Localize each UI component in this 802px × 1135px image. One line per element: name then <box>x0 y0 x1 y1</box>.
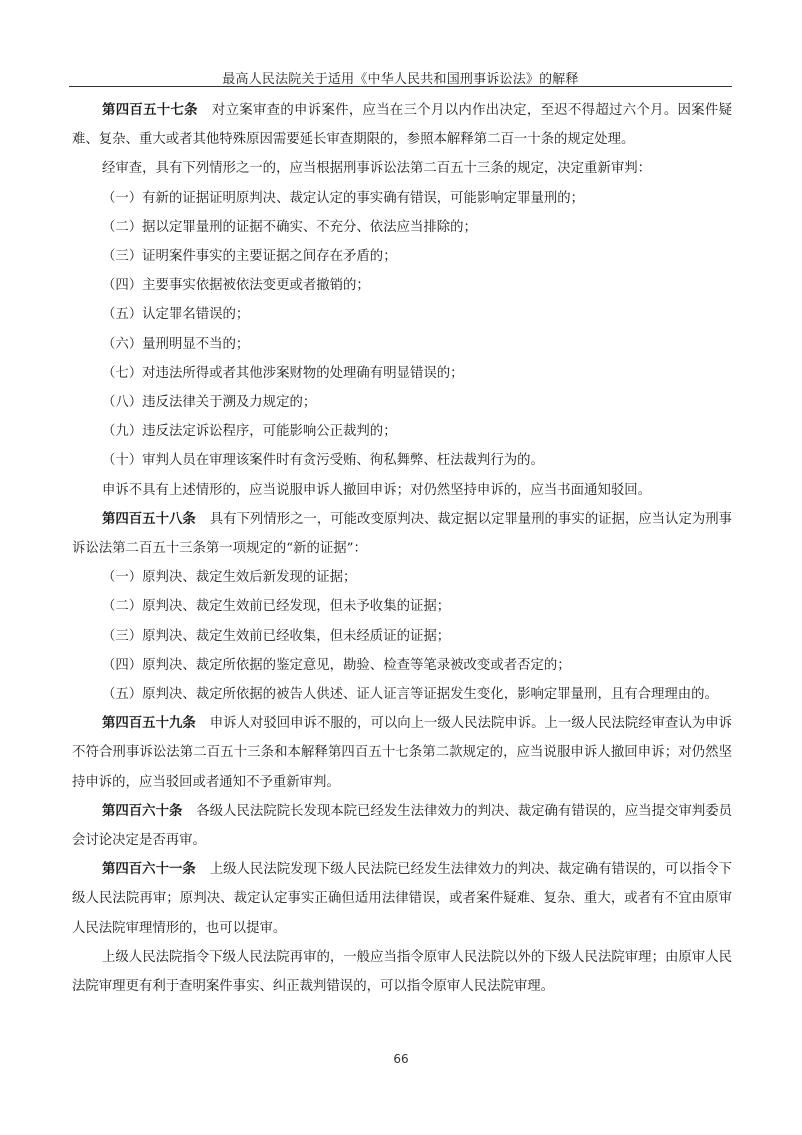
list-item <box>72 300 732 329</box>
header-divider <box>69 86 732 87</box>
article-number: 第四百六十条 <box>102 802 183 819</box>
paragraph-text: （七）对违法所得或者其他涉案财物的处理确有明显错误的； <box>102 365 464 381</box>
paragraph-text: （六）量刑明显不当的； <box>102 336 250 352</box>
paragraph-text: （八）违反法律关于溯及力规定的； <box>102 395 317 411</box>
paragraph-text: （三）证明案件事实的主要证据之间存在矛盾的； <box>102 249 397 265</box>
list-item <box>72 271 732 300</box>
paragraph <box>72 855 732 943</box>
paragraph-text: （十）审判人员在审理该案件时有贪污受贿、徇私舞弊、枉法裁判行为的。 <box>102 453 544 469</box>
paragraph-text: （四）主要事实依据被依法变更或者撤销的； <box>102 278 370 294</box>
list-item <box>72 651 732 680</box>
paragraph-text: （二）据以定罪量刑的证据不确实、不充分、依法应当排除的； <box>102 219 477 235</box>
paragraph <box>72 154 732 183</box>
list-item <box>72 359 732 388</box>
list-item <box>72 213 732 242</box>
paragraph <box>72 505 732 563</box>
paragraph-text: 对立案审查的申诉案件，应当在三个月以内作出决定，至迟不得超过六个月。因案件疑难、复杂、重大或者其他特殊原因需要延长审查期限的，参照本解释第二百一十条的规定处理。 <box>72 103 733 148</box>
paragraph-text: （一）有新的证据证明原判决、裁定认定的事实确有错误，可能影响定罪量刑的； <box>102 190 585 206</box>
article-number: 第四百六十一条 <box>102 861 196 878</box>
list-item <box>72 622 732 651</box>
list-item <box>72 563 732 592</box>
paragraph-text: 具有下列情形之一，可能改变原判决、裁定据以定罪量刑的事实的证据，应当认定为刑事诉讼法第二百五十三条第一项规定的“新的证据”： <box>72 511 733 557</box>
paragraph <box>72 709 732 797</box>
article-number: 第四百五十八条 <box>102 510 196 527</box>
list-item <box>72 242 732 271</box>
page-number: 66 <box>393 1052 409 1066</box>
paragraph <box>72 96 732 154</box>
list-item <box>72 184 732 213</box>
list-item <box>72 592 732 621</box>
list-item <box>72 330 732 359</box>
paragraph <box>72 943 732 1001</box>
paragraph <box>72 476 732 505</box>
paragraph-text: 申诉人对驳回申诉不服的，可以向上一级人民法院申诉。上一级人民法院经审查认为申诉不符合刑事诉讼法第二百五十三条和本解释第四百五十七条第二款规定的，应当说服申诉人撤回申诉；对仍然坚持申诉的，应当驳回或者通知不予重新审判。 <box>72 716 733 790</box>
paragraph-text: 上级人民法院指令下级人民法院再审的，一般应当指令原审人民法院以外的下级人民法院审理；由原审人民法院审理更有利于查明案件事实、纠正裁判错误的，可以指令原审人民法院审理。 <box>72 949 732 995</box>
paragraph-text: （二）原判决、裁定生效前已经发现，但未予收集的证据； <box>102 599 451 615</box>
paragraph-text: 各级人民法院院长发现本院已经发生法律效力的判决、裁定确有错误的，应当提交审判委员会讨论决定是否再审。 <box>72 803 733 849</box>
paragraph-text: （三）原判决、裁定生效前已经收集，但未经质证的证据； <box>102 628 451 644</box>
paragraph-text: 申诉不具有上述情形的，应当说服申诉人撤回申诉；对仍然坚持申诉的，应当书面通知驳回。 <box>102 482 652 498</box>
list-item <box>72 446 732 475</box>
list-item <box>72 417 732 446</box>
article-number: 第四百五十九条 <box>102 715 196 732</box>
paragraph-text: 上级人民法院发现下级人民法院已经发生法律效力的判决、裁定确有错误的，可以指令下级人民法院再审；原判决、裁定认定事实正确但适用法律错误，或者案件疑难、复杂、重大，或者有不宜由原审人民法院审理情形的，也可以提审。 <box>72 862 733 936</box>
paragraph-text: （五）原判决、裁定所依据的被告人供述、证人证言等证据发生变化，影响定罪量刑，且有合理理由的。 <box>102 687 718 703</box>
page-header: 最高人民法院关于适用《中华人民共和国刑事诉讼法》的解释 <box>222 72 579 87</box>
paragraph-text: （五）认定罪名错误的； <box>102 307 250 323</box>
paragraph-text: （九）违反法定诉讼程序，可能影响公正裁判的； <box>102 424 397 440</box>
paragraph <box>72 797 732 855</box>
list-item <box>72 680 732 709</box>
paragraph-text: （一）原判决、裁定生效后新发现的证据； <box>102 570 357 586</box>
document-body <box>72 96 732 1001</box>
paragraph-text: （四）原判决、裁定所依据的鉴定意见，勘验、检查等笔录被改变或者否定的； <box>102 657 571 673</box>
list-item <box>72 388 732 417</box>
paragraph-text: 经审查，具有下列情形之一的，应当根据刑事诉讼法第二百五十三条的规定，决定重新审判： <box>102 161 652 177</box>
article-number: 第四百五十七条 <box>102 102 198 118</box>
